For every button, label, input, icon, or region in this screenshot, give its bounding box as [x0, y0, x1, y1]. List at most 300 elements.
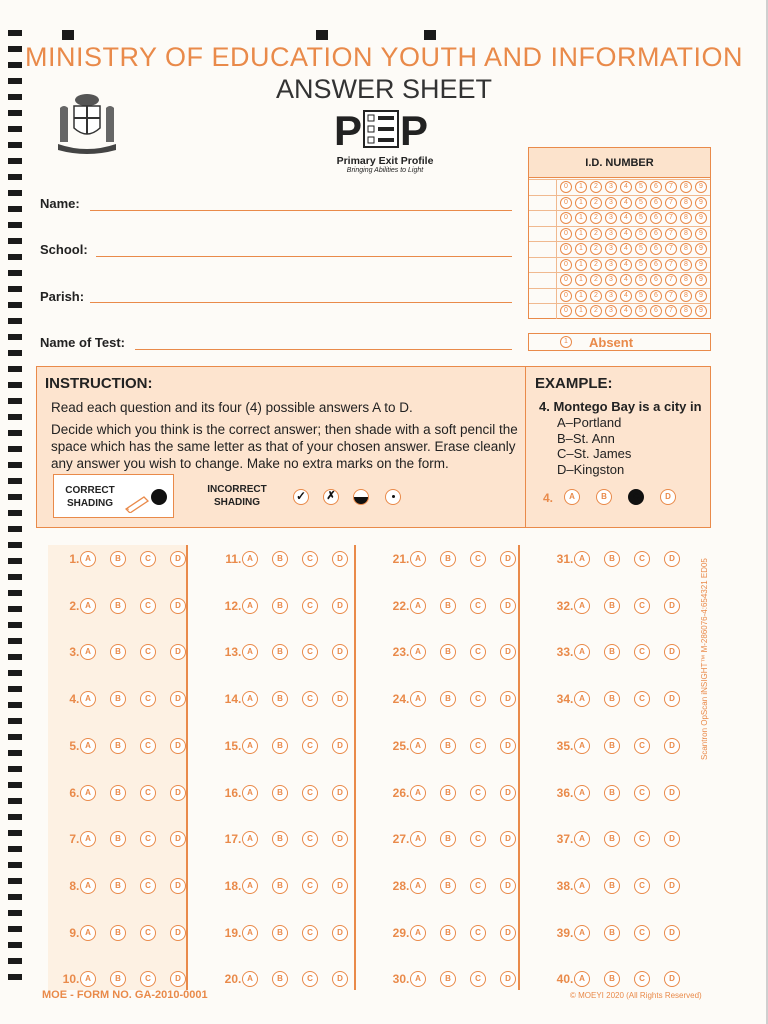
- id-digit-bubble[interactable]: 6: [650, 290, 662, 302]
- answer-bubble-b[interactable]: B: [604, 551, 620, 567]
- timing-mark: [8, 206, 22, 212]
- id-digit-bubble[interactable]: 1: [575, 181, 587, 193]
- answer-bubble-a[interactable]: A: [80, 644, 96, 660]
- id-digit-bubble[interactable]: 8: [680, 305, 692, 317]
- answer-bubble-a[interactable]: A: [242, 925, 258, 941]
- answer-bubble-d[interactable]: D: [170, 878, 186, 894]
- id-digit-bubble[interactable]: 7: [665, 228, 677, 240]
- answer-bubble-a[interactable]: A: [80, 925, 96, 941]
- answer-bubble-b[interactable]: B: [604, 831, 620, 847]
- answer-bubble-d[interactable]: D: [500, 691, 516, 707]
- id-digit-bubble[interactable]: 7: [665, 274, 677, 286]
- answer-bubble-b[interactable]: B: [110, 691, 126, 707]
- answer-bubble-c[interactable]: C: [302, 644, 318, 660]
- answer-bubble-a[interactable]: A: [410, 598, 426, 614]
- answer-bubble-b[interactable]: B: [110, 551, 126, 567]
- id-digit-bubble[interactable]: 0: [560, 197, 572, 209]
- answer-bubble-d[interactable]: D: [332, 691, 348, 707]
- answer-bubble-a[interactable]: A: [574, 878, 590, 894]
- answer-bubble-c[interactable]: C: [634, 738, 650, 754]
- id-digit-bubble[interactable]: 6: [650, 259, 662, 271]
- answer-bubble-c[interactable]: C: [634, 691, 650, 707]
- answer-bubble-a[interactable]: A: [574, 738, 590, 754]
- answer-bubble-c[interactable]: C: [302, 831, 318, 847]
- answer-bubble-b[interactable]: B: [604, 598, 620, 614]
- answer-bubble-b[interactable]: B: [110, 738, 126, 754]
- answer-bubble-c[interactable]: C: [634, 831, 650, 847]
- answer-bubble-a[interactable]: A: [80, 878, 96, 894]
- id-digit-bubble[interactable]: 5: [635, 212, 647, 224]
- id-digit-bubble[interactable]: 3: [605, 212, 617, 224]
- answer-bubble-d[interactable]: D: [332, 785, 348, 801]
- id-digit-bubble[interactable]: 8: [680, 228, 692, 240]
- id-digit-bubble[interactable]: 2: [590, 290, 602, 302]
- id-digit-bubble[interactable]: 4: [620, 228, 632, 240]
- id-digit-bubble[interactable]: 6: [650, 274, 662, 286]
- question-dot: .: [406, 878, 410, 893]
- id-digit-bubble[interactable]: 0: [560, 274, 572, 286]
- answer-bubble-a[interactable]: A: [574, 644, 590, 660]
- id-write-cell[interactable]: [529, 211, 557, 226]
- answer-bubble-c[interactable]: C: [140, 691, 156, 707]
- question-number: 40: [556, 972, 570, 987]
- timing-mark: [8, 638, 22, 644]
- id-digit-bubble[interactable]: 2: [590, 197, 602, 209]
- id-write-cell[interactable]: [529, 242, 557, 257]
- id-digit-bubble[interactable]: 0: [560, 243, 572, 255]
- answer-bubble-c[interactable]: C: [634, 971, 650, 987]
- example-option: B–St. Ann: [557, 430, 615, 446]
- answer-bubble-c[interactable]: C: [470, 925, 486, 941]
- id-digit-bubble[interactable]: 4: [620, 305, 632, 317]
- answer-bubble-a[interactable]: A: [574, 971, 590, 987]
- id-digit-bubble[interactable]: 2: [590, 212, 602, 224]
- id-digit-bubble[interactable]: 5: [635, 228, 647, 240]
- answer-bubble-a[interactable]: A: [80, 831, 96, 847]
- id-digit-bubble[interactable]: 9: [695, 290, 707, 302]
- answer-bubble-c[interactable]: C: [470, 551, 486, 567]
- answer-bubble-b[interactable]: B: [272, 738, 288, 754]
- id-digit-bubble[interactable]: 0: [560, 181, 572, 193]
- check-mark-sample-icon: ✓: [293, 489, 309, 505]
- answer-bubble-c[interactable]: C: [302, 551, 318, 567]
- question-dot: .: [76, 598, 80, 613]
- answer-bubble-b[interactable]: B: [272, 785, 288, 801]
- answer-bubble-d[interactable]: D: [664, 691, 680, 707]
- id-digit-bubble[interactable]: 8: [680, 290, 692, 302]
- answer-bubble-d[interactable]: D: [500, 738, 516, 754]
- answer-bubble-d[interactable]: D: [332, 831, 348, 847]
- answer-bubble-a[interactable]: A: [242, 971, 258, 987]
- answer-bubble-c[interactable]: C: [470, 644, 486, 660]
- question-dot: .: [238, 552, 242, 566]
- answer-bubble-d[interactable]: D: [170, 971, 186, 987]
- id-digit-bubble[interactable]: 3: [605, 181, 617, 193]
- answer-bubble-d[interactable]: D: [500, 925, 516, 941]
- id-digit-bubble[interactable]: 4: [620, 259, 632, 271]
- answer-bubble-d[interactable]: D: [500, 878, 516, 894]
- form-number: MOE - FORM NO. GA-2010-0001: [42, 989, 208, 1001]
- id-digit-bubble[interactable]: 8: [680, 197, 692, 209]
- id-digit-bubble[interactable]: 0: [560, 259, 572, 271]
- id-digit-bubble[interactable]: 1: [575, 212, 587, 224]
- answer-bubble-c[interactable]: C: [470, 691, 486, 707]
- answer-bubble-c[interactable]: C: [302, 925, 318, 941]
- timing-mark: [8, 174, 22, 180]
- id-write-cell[interactable]: [529, 196, 557, 211]
- id-digit-bubble[interactable]: 2: [590, 228, 602, 240]
- answer-bubble-d[interactable]: D: [664, 878, 680, 894]
- timing-mark: [8, 606, 22, 612]
- answer-bubble-b[interactable]: B: [110, 831, 126, 847]
- id-digit-bubble[interactable]: 6: [650, 228, 662, 240]
- answer-bubble-d[interactable]: D: [500, 551, 516, 567]
- id-digit-bubble[interactable]: 6: [650, 212, 662, 224]
- answer-bubble-b[interactable]: B: [440, 971, 456, 987]
- answer-bubble-a[interactable]: A: [242, 551, 258, 567]
- answer-bubble-d[interactable]: D: [170, 925, 186, 941]
- answer-bubble-a[interactable]: A: [242, 878, 258, 894]
- id-write-cell[interactable]: [529, 227, 557, 242]
- answer-bubble-c[interactable]: C: [470, 971, 486, 987]
- question-number: 34: [556, 692, 570, 707]
- answer-bubble-b[interactable]: B: [440, 738, 456, 754]
- id-digit-bubble[interactable]: 5: [635, 259, 647, 271]
- answer-bubble-d[interactable]: D: [664, 785, 680, 801]
- answer-bubble-a[interactable]: A: [242, 738, 258, 754]
- id-write-cell[interactable]: [529, 289, 557, 304]
- timing-mark: [8, 398, 22, 404]
- parish-line[interactable]: [90, 302, 512, 303]
- answer-bubble-b[interactable]: B: [440, 551, 456, 567]
- id-digit-bubble[interactable]: 7: [665, 305, 677, 317]
- answer-bubble-a[interactable]: A: [410, 691, 426, 707]
- timing-mark: [8, 654, 22, 660]
- answer-bubble-d[interactable]: D: [664, 971, 680, 987]
- answer-bubble-c[interactable]: C: [140, 738, 156, 754]
- id-digit-bubble[interactable]: 0: [560, 305, 572, 317]
- answer-bubble-d[interactable]: D: [170, 551, 186, 567]
- id-digit-bubble[interactable]: 1: [575, 259, 587, 271]
- id-digit-bubble[interactable]: 7: [665, 243, 677, 255]
- id-digit-bubble[interactable]: 6: [650, 181, 662, 193]
- answer-bubble-b[interactable]: B: [110, 598, 126, 614]
- answer-bubble-d[interactable]: D: [664, 831, 680, 847]
- answer-bubble-b[interactable]: B: [440, 598, 456, 614]
- id-digit-bubble[interactable]: 9: [695, 305, 707, 317]
- id-digit-bubble[interactable]: 1: [575, 197, 587, 209]
- answer-bubble-b[interactable]: B: [110, 785, 126, 801]
- id-digit-bubble[interactable]: 4: [620, 274, 632, 286]
- answer-bubble-d[interactable]: D: [332, 738, 348, 754]
- answer-bubble-c[interactable]: C: [470, 598, 486, 614]
- answer-bubble-a[interactable]: A: [80, 785, 96, 801]
- id-write-cell[interactable]: [529, 258, 557, 273]
- id-digit-bubble[interactable]: 7: [665, 259, 677, 271]
- answer-bubble-c[interactable]: C: [302, 691, 318, 707]
- answer-bubble-b[interactable]: B: [272, 971, 288, 987]
- answer-bubble-b[interactable]: B: [272, 551, 288, 567]
- timing-mark: [8, 238, 22, 244]
- answer-bubble-d[interactable]: D: [500, 831, 516, 847]
- question-number: 7: [69, 832, 76, 847]
- answer-bubble-d[interactable]: D: [664, 598, 680, 614]
- question-dot: .: [76, 785, 80, 800]
- answer-bubble-c[interactable]: C: [634, 644, 650, 660]
- id-digit-bubble[interactable]: 6: [650, 305, 662, 317]
- answer-bubble-d[interactable]: D: [170, 691, 186, 707]
- answer-bubble-d[interactable]: D: [170, 644, 186, 660]
- id-write-cell[interactable]: [529, 304, 557, 319]
- answer-bubble-b[interactable]: B: [440, 878, 456, 894]
- answer-bubble-b[interactable]: B: [272, 644, 288, 660]
- answer-bubble-a[interactable]: A: [242, 644, 258, 660]
- answer-bubble-d[interactable]: D: [664, 925, 680, 941]
- id-digit-bubble[interactable]: 5: [635, 181, 647, 193]
- id-digit-bubble[interactable]: 1: [575, 290, 587, 302]
- answer-bubble-d[interactable]: D: [170, 738, 186, 754]
- answer-bubble-c[interactable]: C: [140, 551, 156, 567]
- id-digit-bubble[interactable]: 3: [605, 197, 617, 209]
- answer-bubble-c[interactable]: C: [140, 785, 156, 801]
- answer-bubble-c[interactable]: C: [470, 785, 486, 801]
- answer-bubble-a[interactable]: A: [242, 831, 258, 847]
- school-line[interactable]: [96, 256, 512, 257]
- answer-bubble-a[interactable]: A: [574, 925, 590, 941]
- answer-bubble-d[interactable]: D: [332, 551, 348, 567]
- id-digit-bubble[interactable]: 6: [650, 197, 662, 209]
- id-write-cell[interactable]: [529, 273, 557, 288]
- answer-bubble-a[interactable]: A: [410, 971, 426, 987]
- id-digit-bubble[interactable]: 3: [605, 228, 617, 240]
- id-write-cell[interactable]: [529, 180, 557, 195]
- id-digit-bubble[interactable]: 5: [635, 243, 647, 255]
- id-digit-bubble[interactable]: 3: [605, 305, 617, 317]
- answer-bubble-b[interactable]: B: [272, 598, 288, 614]
- answer-bubble-a[interactable]: A: [242, 691, 258, 707]
- answer-bubble-d[interactable]: D: [170, 785, 186, 801]
- id-digit-bubble[interactable]: 2: [590, 259, 602, 271]
- answer-bubble-c[interactable]: C: [634, 598, 650, 614]
- id-digit-bubble[interactable]: 5: [635, 197, 647, 209]
- id-digit-bubble[interactable]: 3: [605, 274, 617, 286]
- school-label: School:: [40, 242, 88, 257]
- question-number: 36: [556, 785, 570, 800]
- id-digit-bubble[interactable]: 9: [695, 212, 707, 224]
- answer-bubble-a[interactable]: A: [410, 644, 426, 660]
- answer-bubble-a[interactable]: A: [574, 691, 590, 707]
- id-digit-bubble[interactable]: 9: [695, 259, 707, 271]
- id-digit-bubble[interactable]: 1: [575, 243, 587, 255]
- answer-bubble-a[interactable]: A: [410, 738, 426, 754]
- absent-bubble[interactable]: 1: [560, 336, 572, 348]
- answer-bubble-c[interactable]: C: [470, 878, 486, 894]
- answer-bubble-a[interactable]: A: [80, 691, 96, 707]
- answer-bubble-a[interactable]: A: [410, 551, 426, 567]
- id-digit-bubble[interactable]: 7: [665, 212, 677, 224]
- answer-bubble-d[interactable]: D: [500, 598, 516, 614]
- answer-bubble-b[interactable]: B: [272, 691, 288, 707]
- logo-caption: Primary Exit Profile: [336, 155, 434, 167]
- name-line[interactable]: [90, 210, 512, 211]
- answer-bubble-b[interactable]: B: [272, 831, 288, 847]
- answer-bubble-c[interactable]: C: [302, 971, 318, 987]
- answer-bubble-d[interactable]: D: [664, 644, 680, 660]
- answer-bubble-b[interactable]: B: [440, 691, 456, 707]
- answer-bubble-a[interactable]: A: [242, 785, 258, 801]
- answer-bubble-b[interactable]: B: [604, 971, 620, 987]
- example-option: A–Portland: [557, 415, 622, 430]
- id-digit-bubble[interactable]: 1: [575, 228, 587, 240]
- test-line[interactable]: [135, 349, 512, 350]
- id-digit-bubble[interactable]: 4: [620, 243, 632, 255]
- timing-mark: [8, 190, 22, 196]
- id-digit-bubble[interactable]: 4: [620, 290, 632, 302]
- answer-bubble-b[interactable]: B: [110, 878, 126, 894]
- answer-bubble-b[interactable]: B: [604, 925, 620, 941]
- answer-bubble-b[interactable]: B: [440, 831, 456, 847]
- answer-bubble-c[interactable]: C: [634, 785, 650, 801]
- id-digit-bubble[interactable]: 2: [590, 305, 602, 317]
- answer-bubble-b[interactable]: B: [110, 644, 126, 660]
- question-number: 23: [392, 645, 406, 660]
- answer-bubble-c[interactable]: C: [302, 738, 318, 754]
- answer-bubble-c[interactable]: C: [470, 738, 486, 754]
- answer-bubble-a[interactable]: A: [410, 878, 426, 894]
- id-digit-bubble[interactable]: 9: [695, 197, 707, 209]
- id-digit-bubble[interactable]: 9: [695, 228, 707, 240]
- answer-bubble-d[interactable]: D: [500, 785, 516, 801]
- id-digit-bubble[interactable]: 0: [560, 228, 572, 240]
- answer-bubble-a[interactable]: A: [80, 598, 96, 614]
- id-digit-bubble[interactable]: 6: [650, 243, 662, 255]
- id-digit-bubble[interactable]: 8: [680, 181, 692, 193]
- answer-bubble-b[interactable]: B: [604, 691, 620, 707]
- id-digit-bubble[interactable]: 5: [635, 290, 647, 302]
- answer-bubble-b[interactable]: B: [604, 644, 620, 660]
- id-digit-bubble[interactable]: 5: [635, 274, 647, 286]
- timing-mark: [8, 222, 22, 228]
- answer-bubble-d[interactable]: D: [332, 971, 348, 987]
- answer-bubble-c[interactable]: C: [634, 925, 650, 941]
- id-digit-bubble[interactable]: 0: [560, 290, 572, 302]
- answer-bubble-d[interactable]: D: [332, 925, 348, 941]
- answer-bubble-d[interactable]: D: [170, 831, 186, 847]
- answer-bubble-b[interactable]: B: [440, 925, 456, 941]
- question-number: 17: [224, 832, 238, 847]
- answer-bubble-d[interactable]: D: [170, 598, 186, 614]
- question-number: 31: [556, 552, 570, 566]
- answer-bubble-b[interactable]: B: [604, 738, 620, 754]
- instruction-heading: INSTRUCTION:: [45, 375, 153, 392]
- id-digit-bubble[interactable]: 3: [605, 290, 617, 302]
- answer-bubble-c[interactable]: C: [302, 598, 318, 614]
- answer-bubble-d[interactable]: D: [500, 644, 516, 660]
- answer-bubble-b[interactable]: B: [110, 971, 126, 987]
- answer-bubble-b[interactable]: B: [272, 878, 288, 894]
- answer-bubble-a[interactable]: A: [410, 785, 426, 801]
- id-digit-bubble[interactable]: 4: [620, 181, 632, 193]
- answer-bubble-b[interactable]: B: [604, 785, 620, 801]
- answer-bubble-c[interactable]: C: [302, 878, 318, 894]
- id-digit-bubble[interactable]: 8: [680, 259, 692, 271]
- id-digit-bubble[interactable]: 4: [620, 197, 632, 209]
- question-dot: .: [406, 738, 410, 753]
- answer-bubble-a[interactable]: A: [410, 925, 426, 941]
- answer-bubble-c[interactable]: C: [140, 971, 156, 987]
- id-digit-bubble[interactable]: 0: [560, 212, 572, 224]
- answer-bubble-d[interactable]: D: [332, 644, 348, 660]
- answer-bubble-a[interactable]: A: [574, 831, 590, 847]
- answer-bubble-a[interactable]: A: [574, 598, 590, 614]
- question-dot: .: [238, 925, 242, 940]
- answer-bubble-c[interactable]: C: [140, 831, 156, 847]
- answer-bubble-d[interactable]: D: [500, 971, 516, 987]
- id-number-row: [529, 288, 710, 303]
- answer-bubble-d[interactable]: D: [332, 598, 348, 614]
- answer-bubble-b[interactable]: B: [110, 925, 126, 941]
- id-number-row: [529, 226, 710, 241]
- incorrect-shading-label: INCORRECT SHADING: [207, 484, 267, 508]
- id-digit-bubble[interactable]: 9: [695, 243, 707, 255]
- instruction-line-2: Decide which you think is the correct answer; then shade with a soft pencil the space which has the same letter as that of your chosen answer. Erase cleanly any answer you wish to change. Make no extra marks on the form.: [51, 422, 518, 471]
- answer-bubble-d[interactable]: D: [664, 738, 680, 754]
- answer-bubble-c[interactable]: C: [634, 551, 650, 567]
- id-digit-bubble[interactable]: 1: [575, 274, 587, 286]
- answer-bubble-c[interactable]: C: [140, 925, 156, 941]
- answer-bubble-c[interactable]: C: [140, 598, 156, 614]
- id-digit-bubble[interactable]: 7: [665, 197, 677, 209]
- id-digit-bubble[interactable]: 9: [695, 274, 707, 286]
- id-digit-bubble[interactable]: 8: [680, 274, 692, 286]
- id-digit-bubble[interactable]: 7: [665, 181, 677, 193]
- answer-bubble-a[interactable]: A: [80, 551, 96, 567]
- id-digit-bubble[interactable]: 9: [695, 181, 707, 193]
- answer-bubble-b[interactable]: B: [604, 878, 620, 894]
- id-digit-bubble[interactable]: 8: [680, 243, 692, 255]
- answer-bubble-d[interactable]: D: [664, 551, 680, 567]
- id-digit-bubble[interactable]: 3: [605, 243, 617, 255]
- answer-bubble-c[interactable]: C: [140, 644, 156, 660]
- id-digit-bubble[interactable]: 2: [590, 274, 602, 286]
- answer-bubble-b[interactable]: B: [440, 644, 456, 660]
- id-digit-bubble[interactable]: 2: [590, 181, 602, 193]
- id-digit-bubble[interactable]: 2: [590, 243, 602, 255]
- answer-bubble-b[interactable]: B: [272, 925, 288, 941]
- sheet-subtitle: ANSWER SHEET: [275, 74, 493, 104]
- id-digit-bubble[interactable]: 7: [665, 290, 677, 302]
- answer-bubble-a[interactable]: A: [80, 971, 96, 987]
- answer-bubble-a[interactable]: A: [242, 598, 258, 614]
- answer-bubble-c[interactable]: C: [302, 785, 318, 801]
- answer-bubble-b[interactable]: B: [440, 785, 456, 801]
- answer-bubble-a[interactable]: A: [410, 831, 426, 847]
- answer-bubble-c[interactable]: C: [140, 878, 156, 894]
- answer-bubble-c[interactable]: C: [634, 878, 650, 894]
- id-digit-bubble[interactable]: 4: [620, 212, 632, 224]
- answer-bubble-c[interactable]: C: [470, 831, 486, 847]
- id-digit-bubble[interactable]: 1: [575, 305, 587, 317]
- answer-bubble-d[interactable]: D: [332, 878, 348, 894]
- timing-mark: [8, 782, 22, 788]
- id-digit-bubble[interactable]: 3: [605, 259, 617, 271]
- answer-bubble-a[interactable]: A: [574, 785, 590, 801]
- answer-bubble-a[interactable]: A: [80, 738, 96, 754]
- absent-label: Absent: [589, 335, 634, 350]
- id-digit-bubble[interactable]: 8: [680, 212, 692, 224]
- id-digit-bubble[interactable]: 5: [635, 305, 647, 317]
- answer-bubble-a[interactable]: A: [574, 551, 590, 567]
